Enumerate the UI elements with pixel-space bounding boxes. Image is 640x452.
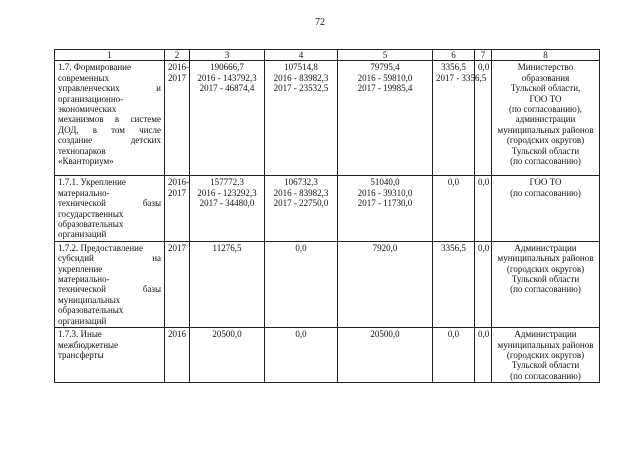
activity-name-line: современных — [58, 72, 110, 83]
activity-name-line: материально- — [58, 274, 110, 285]
executor-line: Администрации — [514, 329, 577, 340]
executor-cell — [492, 61, 600, 176]
regional-amount-cell-line: 79795,4 — [370, 62, 400, 73]
period-cell — [165, 61, 190, 176]
activity-name-line: трансферты — [58, 349, 104, 360]
other-amount-cell: 0,0 — [475, 61, 492, 176]
executor-line: (по согласованию) — [510, 187, 581, 198]
regional-amount-cell — [338, 176, 433, 241]
executor-line: ГОО ТО — [529, 177, 562, 188]
federal-amount-cell-line: 2017 - 22750,0 — [273, 198, 329, 209]
activity-name-line: технопарков — [58, 145, 106, 156]
federal-amount-cell — [265, 176, 338, 241]
table-header-row — [55, 50, 600, 61]
activity-name-line: 1.7.2. Предоставление — [58, 242, 143, 253]
table-row — [55, 328, 600, 383]
column-header: 7 — [475, 50, 492, 61]
total-amount-cell-line: 2017 - 34480,0 — [199, 198, 255, 209]
executor-line: (по согласованию), — [508, 104, 582, 115]
regional-amount-cell — [338, 61, 433, 176]
activity-name-line: 1.7. Формирование — [58, 62, 131, 73]
activity-name-line: образовательных — [58, 219, 124, 230]
regional-amount-cell — [338, 328, 433, 383]
activity-name-line: организаций — [58, 229, 107, 240]
activity-name-line: ДОД, в том числе — [58, 124, 161, 135]
executor-line: Министерство образования — [517, 62, 574, 83]
activity-name-line: материально- — [58, 187, 110, 198]
regional-amount-cell — [338, 241, 433, 327]
activity-name-line: 1.7.3. Иные — [58, 329, 102, 340]
total-amount-cell — [190, 241, 265, 327]
activity-name-line: муниципальных — [58, 294, 121, 305]
total-amount-cell — [190, 61, 265, 176]
municipal-amount-cell-line: 0,0 — [447, 329, 460, 340]
federal-amount-cell-line: 2016 - 83982,3 — [273, 187, 329, 198]
total-amount-cell — [190, 176, 265, 241]
activity-name-line: 1.7.1. Укрепление — [58, 177, 126, 188]
federal-amount-cell — [265, 328, 338, 383]
activity-name-line: укрепление — [58, 263, 103, 274]
executor-cell — [492, 241, 600, 327]
total-amount-cell-line: 2016 - 123292,3 — [197, 187, 257, 198]
other-amount-cell: 0,0 — [475, 241, 492, 327]
column-header: 4 — [265, 50, 338, 61]
total-amount-cell-line: 190666,7 — [210, 62, 244, 73]
period-cell-line: 2016- — [168, 62, 189, 73]
activity-name-line: технической базы — [58, 284, 161, 295]
federal-amount-cell — [265, 241, 338, 327]
executor-line: (городских округов) — [506, 263, 585, 274]
period-cell — [165, 176, 190, 241]
executor-line: (городских округов) — [506, 349, 585, 360]
total-amount-cell-line: 157772,3 — [210, 177, 244, 188]
total-amount-cell-line: 11276,5 — [212, 242, 242, 253]
activity-name-line: государственных — [58, 208, 124, 219]
period-cell-line: 2017 — [168, 187, 186, 198]
activity-name-line: «Кванториум» — [58, 156, 114, 167]
federal-amount-cell-line: 106732,3 — [284, 177, 318, 188]
activity-name-line: организаций — [58, 315, 107, 326]
executor-line: муниципальных районов — [497, 339, 594, 350]
regional-amount-cell-line: 2017 - 19985,4 — [357, 83, 413, 94]
municipal-amount-cell-line: 3356,5 — [441, 62, 466, 73]
federal-amount-cell — [265, 61, 338, 176]
other-amount-cell: 0,0 — [475, 328, 492, 383]
activity-name-line: межбюджетные — [58, 339, 119, 350]
table-row — [55, 61, 600, 176]
total-amount-cell — [190, 328, 265, 383]
municipal-amount-cell-line: 2017 - 3356,5 — [436, 72, 487, 83]
municipal-amount-cell-line: 0,0 — [447, 177, 460, 188]
column-header: 1 — [55, 50, 165, 61]
executor-line: (по согласованию) — [510, 370, 581, 381]
table-row — [55, 176, 600, 241]
period-cell-line: 2017 — [168, 72, 186, 83]
column-header: 5 — [338, 50, 433, 61]
executor-cell — [492, 176, 600, 241]
table-row — [55, 241, 600, 327]
activity-name-line: субсидий на — [58, 253, 161, 264]
executor-line: Тульской области, — [510, 83, 581, 94]
activity-name-line: организационно- — [58, 93, 124, 104]
municipal-amount-cell — [433, 176, 475, 241]
activity-name-cell — [55, 176, 165, 241]
executor-line: Тульской области — [511, 360, 580, 371]
executor-line: (городских округов) — [506, 135, 585, 146]
federal-amount-cell-line: 2017 - 23532,5 — [273, 83, 329, 94]
other-amount-cell: 0,0 — [475, 176, 492, 241]
activity-name-cell — [55, 61, 165, 176]
federal-amount-cell-line: 2016 - 83982,3 — [273, 72, 329, 83]
activity-name-line: механизмов в системе — [58, 114, 161, 125]
activity-name-line: управленческих и — [58, 83, 161, 94]
activity-name-line: создание детских — [58, 135, 161, 146]
activity-name-line: технической базы — [58, 198, 161, 209]
municipal-amount-cell — [433, 328, 475, 383]
municipal-amount-cell — [433, 241, 475, 327]
regional-amount-cell-line: 7920,0 — [372, 242, 398, 253]
period-cell — [165, 241, 190, 327]
period-cell — [165, 328, 190, 383]
federal-amount-cell-line: 0,0 — [295, 242, 307, 253]
municipal-amount-cell-line: 3356,5 — [441, 242, 466, 253]
column-header: 3 — [190, 50, 265, 61]
executor-cell — [492, 328, 600, 383]
executor-line: ГОО ТО — [529, 93, 562, 104]
activity-name-line: образовательных — [58, 305, 124, 316]
activity-name-cell — [55, 328, 165, 383]
activity-name-line: экономических — [58, 104, 117, 115]
executor-line: (по согласованию) — [510, 284, 581, 295]
page-number: 72 — [315, 17, 325, 28]
executor-line: (по согласованию) — [510, 156, 581, 167]
column-header: 2 — [165, 50, 190, 61]
total-amount-cell-line: 2016 - 143792,3 — [197, 72, 257, 83]
regional-amount-cell-line: 20500,0 — [370, 329, 400, 340]
executor-line: администрации — [515, 114, 576, 125]
total-amount-cell-line: 2017 - 46874,4 — [199, 83, 255, 94]
executor-line: муниципальных районов — [497, 124, 594, 135]
executor-line: Администрации — [514, 242, 577, 253]
executor-line: Тульской области — [511, 145, 580, 156]
federal-amount-cell-line: 107514,8 — [284, 62, 318, 73]
federal-amount-cell-line: 0,0 — [295, 329, 307, 340]
regional-amount-cell-line: 2017 - 11730,0 — [357, 198, 413, 209]
total-amount-cell-line: 20500,0 — [212, 329, 242, 340]
regional-amount-cell-line: 51040,0 — [370, 177, 400, 188]
executor-line: муниципальных районов — [497, 253, 594, 264]
activity-name-cell — [55, 241, 165, 327]
column-header: 8 — [492, 50, 600, 61]
budget-table — [54, 49, 600, 383]
period-cell-line: 2017 — [168, 242, 186, 253]
period-cell-line: 2016- — [168, 177, 189, 188]
column-header: 6 — [433, 50, 475, 61]
regional-amount-cell-line: 2016 - 59810,0 — [357, 72, 413, 83]
executor-line: Тульской области — [511, 274, 580, 285]
regional-amount-cell-line: 2016 - 39310,0 — [357, 187, 413, 198]
period-cell-line: 2016 — [168, 329, 186, 340]
